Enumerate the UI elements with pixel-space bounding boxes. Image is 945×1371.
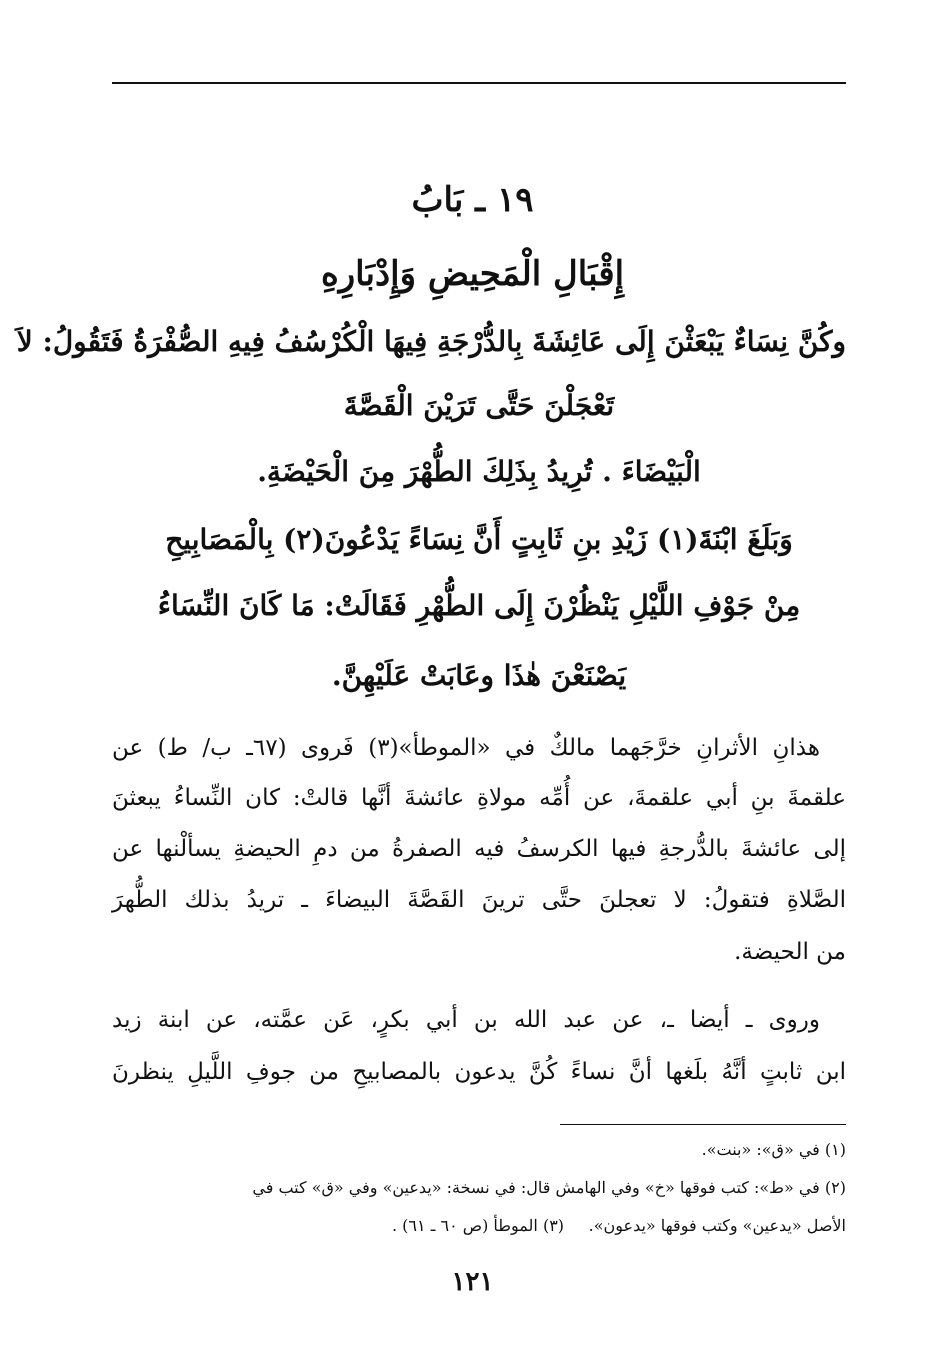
footnote-2-continued: الأصل «يدعين» وكتب فوقها «يدعون». [588, 1216, 846, 1235]
chapter-title: إِقْبَالِ الْمَحِيضِ وَإِدْبَارِهِ [320, 254, 625, 294]
header-rule [112, 82, 846, 84]
hadith-line: وَبَلَغَ ابْنَةَ(١) زَيْدِ بنِ ثَابِتٍ أَنَّ نِسَاءً يَدْعُونَ(٢) بِالْمَصَابِيحِ [165, 523, 793, 556]
commentary-line: ابن ثابتٍ أنَّهُ بلَغها أنَّ نساءً كُنَّ يدعون بالمصابيحِ من جوفِ اللَّيلِ ينظرنَ [112, 1059, 846, 1085]
page-number: ١٢١ [451, 1267, 494, 1297]
commentary-line: وروى ـ أيضا ـ، عن عبد الله بن أبي بكرٍ، عَن عمَّته، عن ابنة زيد [112, 1007, 820, 1033]
hadith-line: الْبَيْضَاءَ . تُرِيدُ بِذَلِكَ الطُّهْرَ مِنَ الْحَيْضَةِ. [257, 455, 701, 488]
footnote-3: (٣) الموطأ (ص ٦٠ ـ ٦١) . [392, 1216, 565, 1235]
hadith-line: يَصْنَعْنَ هٰذَا وعَابَتْ عَلَيْهِنَّ. [331, 659, 627, 692]
commentary-line: من الحيضة. [734, 939, 846, 965]
footnote-row [112, 1212, 846, 1240]
footnote-1: (١) في «ق»: «بنت». [701, 1140, 846, 1159]
chapter-number: ١٩ ـ بَابُ [411, 180, 534, 220]
commentary-line: علقمةَ بنِ أبي علقمةَ، عن أُمِّه مولاةِ عائشةَ أنَّها قالتْ: كان النِّساءُ يبعثنَ [112, 785, 846, 811]
hadith-line: تَعْجَلْنَ حَتَّى تَرَيْنَ الْقَصَّةَ [343, 389, 615, 422]
footnote-2: (٢) في «ط»: كتب فوقها «خ» وفي الهامش قال: في نسخة: «يدعين» وفي «ق» كتب في [252, 1178, 846, 1197]
footnote-rule [560, 1124, 846, 1125]
commentary-line: الصَّلاةِ فتقولُ: لا تعجلنَ حتَّى ترينَ القَصَّةَ البيضاءَ ـ تريدُ بذلك الطُّهرَ [112, 887, 846, 913]
hadith-line: وكُنَّ نِسَاءٌ يَبْعَثْنَ إِلَى عَائِشَةَ بِالدُّرْجَةِ فِيهَا الْكُرْسُفُ فِيهِ الصُّفْرَةُ فَتَقُولُ: لاَ [16, 325, 846, 358]
commentary-line: إلى عائشةَ بالدُّرجةِ فيها الكرسفُ فيه الصفرةُ من دمِ الحيضةِ يسألْنها عن [112, 836, 846, 862]
hadith-line: مِنْ جَوْفِ اللَّيْلِ يَنْظُرْنَ إِلَى الطُّهْرِ فَقَالَتْ: مَا كَانَ النِّسَاءُ [157, 589, 801, 622]
commentary-line: هذانِ الأثرانِ خرَّجَهما مالكٌ في «الموطأ»(٣) فَروى (٦٧ـ ب/ ط) عن [112, 735, 820, 761]
